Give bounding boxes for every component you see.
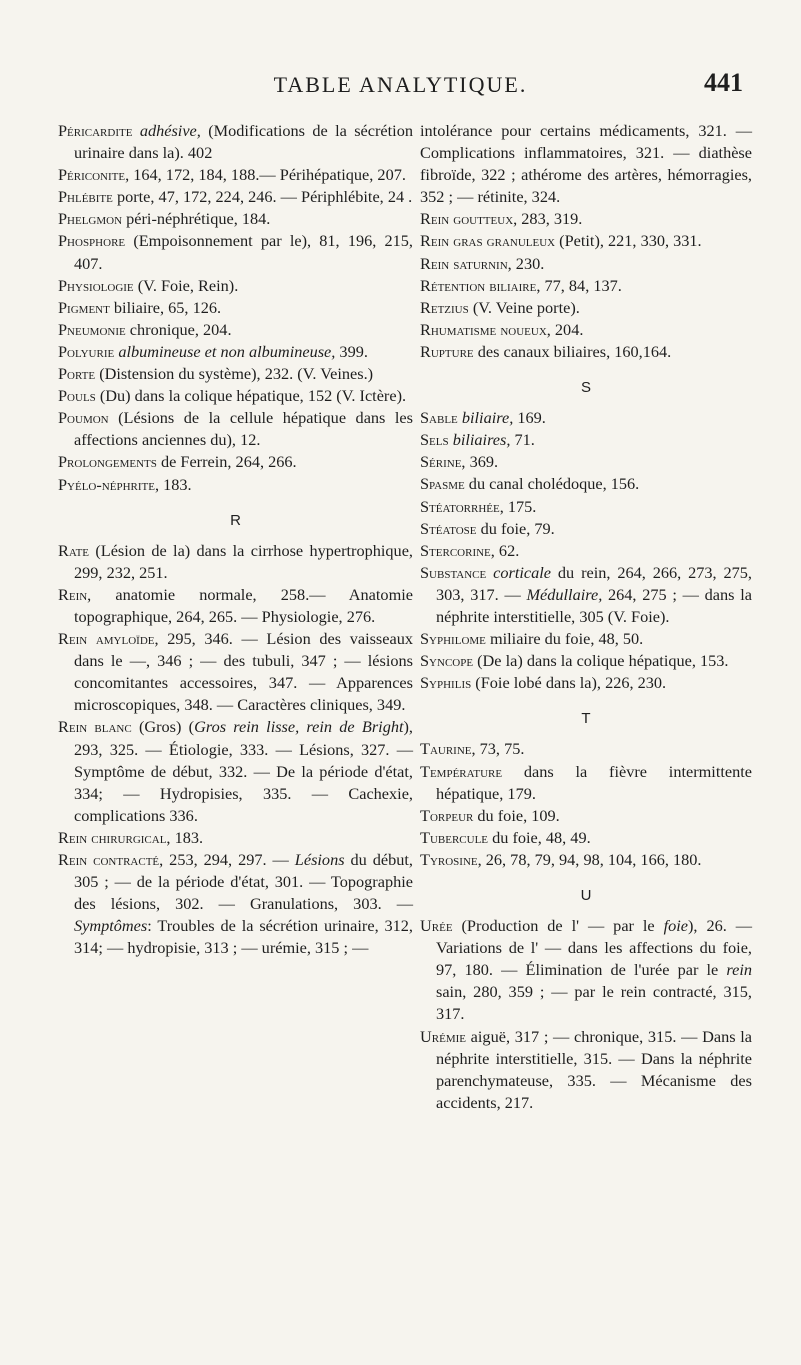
index-entry: Stéatose du foie, 79. — [420, 518, 555, 538]
index-entry: Syphilis (Foie lobé dans la), 226, 230. — [420, 673, 667, 693]
index-entry: Poumon (Lésions de la cellule hépatique dans les affections anciennes du), 12. — [58, 408, 413, 450]
index-entry: Rhumatisme noueux, 204. — [420, 319, 584, 339]
index-entry: Rate (Lésion de la) dans la cirrhose hypertrophique, 299, 232, 251. — [58, 540, 413, 582]
index-entry: Pneumonie chronique, 204. — [58, 319, 232, 339]
index-entry: Sable biliaire, 169. — [420, 408, 546, 428]
index-entry: Syncope (De la) dans la colique hépatique, 153. — [420, 651, 729, 671]
index-entry: Rein blanc (Gros) (Gros rein lisse, rein de Bright), 293, 325. — Étiologie, 333. — Lésions, 327. — Symptôme de début, 332. — De la période d'état, 334; — Hydropisies, 335. — Cachexie, complications 336. — [58, 717, 413, 825]
index-entry: Urée (Production de l' — par le foie), 26. — Variations de l' — dans les affections du foie, 97, 180. — Élimination de l'urée par le rein sain, 280, 359 ; — par le rein contracté, 315, 317. — [420, 916, 753, 1024]
index-entry: Prolongements de Ferrein, 264, 266. — [58, 452, 297, 472]
right-column — [420, 120, 752, 1114]
index-entry: Porte (Distension du système), 232. (V. Veines.) — [58, 364, 374, 384]
index-entry: Tubercule du foie, 48, 49. — [420, 827, 591, 847]
index-entry: Pyélo-néphrite, 183. — [58, 474, 192, 494]
index-entry: Retzius (V. Veine porte). — [420, 297, 580, 317]
section-letter-t: T — [581, 710, 591, 728]
index-entry: Substance corticale du rein, 264, 266, 273, 275, 303, 317. — Médullaire, 264, 275 ; — dans la néphrite interstitielle, 305 (V. Foie). — [420, 562, 752, 626]
section-letter-u: U — [580, 887, 592, 904]
index-entry: Pigment biliaire, 65, 126. — [58, 297, 222, 317]
index-entry: Périconite, 164, 172, 184, 188.— Périhépatique, 207. — [58, 165, 406, 185]
index-entry: Taurine, 73, 75. — [420, 739, 525, 759]
index-entry: Rein goutteux, 283, 319. — [420, 209, 583, 229]
section-letter-s: S — [580, 379, 591, 397]
index-entry: Rein contracté, 253, 294, 297. — Lésions du début, 305 ; — de la période d'état, 301. — Topographie des lésions, 302. — Granulations, 303. — Symptômes: Troubles de la sécrétion urinaire, 312, 314; — hydropisie, 313 ; — urémie, 315 ; — — [58, 850, 413, 958]
index-entry: Phelgmon péri-néphrétique, 184. — [58, 209, 271, 229]
index-entry: Rein saturnin, 230. — [420, 253, 545, 273]
page-header — [0, 66, 801, 106]
index-entry: Péricardite adhésive, (Modifications de la sécrétion urinaire dans la). 402 — [58, 121, 413, 163]
index-entry: Torpeur du foie, 109. — [420, 805, 560, 825]
index-entry: Température dans la fièvre intermittente hépatique, 179. — [420, 761, 752, 803]
index-entry: Phlébite porte, 47, 172, 224, 246. — Périphlébite, 24 . — [58, 187, 413, 207]
running-title: TABLE ANALYTIQUE. — [273, 72, 528, 97]
index-entry: Pouls (Du) dans la colique hépatique, 152 (V. Ictère). — [58, 386, 407, 406]
left-column — [58, 120, 413, 959]
index-entry: Polyurie albumineuse et non albumineuse, 399. — [58, 341, 368, 361]
index-entry: Tyrosine, 26, 78, 79, 94, 98, 104, 166, 180. — [420, 849, 702, 869]
index-entry: Rein chirurgical, 183. — [58, 827, 204, 847]
index-entry: Syphilome miliaire du foie, 48, 50. — [420, 629, 644, 649]
index-entry: Sels biliaires, 71. — [420, 430, 535, 450]
index-entry: Stéatorrhée, 175. — [420, 496, 537, 516]
index-entry: Sérine, 369. — [420, 452, 499, 472]
section-letter-r: R — [230, 511, 241, 529]
index-entry: Urémie aiguë, 317 ; — chronique, 315. — Dans la néphrite interstitielle, 315. — Dans la néphrite parenchymateuse, 335. — Mécanisme des accidents, 217. — [420, 1026, 752, 1112]
page-number: 441 — [704, 68, 743, 97]
index-entry: Spasme du canal cholédoque, 156. — [420, 474, 640, 494]
index-entry: Rupture des canaux biliaires, 160,164. — [420, 341, 672, 361]
index-entry: Rétention biliaire, 77, 84, 137. — [420, 275, 622, 295]
index-entry: Rein amyloïde, 295, 346. — Lésion des vaisseaux dans le —, 346 ; — des tubuli, 347 ; — lésions concomitantes accessoires, 347. — Apparences microscopiques, 348. — Caractères cliniques, 349. — [58, 629, 414, 715]
index-entry: Rein gras granuleux (Petit), 221, 330, 331. — [420, 231, 702, 251]
index-entry: Stercorine, 62. — [420, 540, 520, 560]
index-entry: Physiologie (V. Foie, Rein). — [58, 275, 239, 295]
index-entry: Phosphore (Empoisonnement par le), 81, 196, 215, 407. — [58, 231, 413, 273]
index-entry: Rein, anatomie normale, 258.— Anatomie topographique, 264, 265. — Physiologie, 276. — [58, 584, 413, 626]
index-entry-continued: intolérance pour certains médicaments, 321. — Complications inflammatoires, 321. — diathèse fibroïde, 322 ; athérome des artères, hémorragies, 352 ; — rétinite, 324. — [420, 121, 752, 207]
